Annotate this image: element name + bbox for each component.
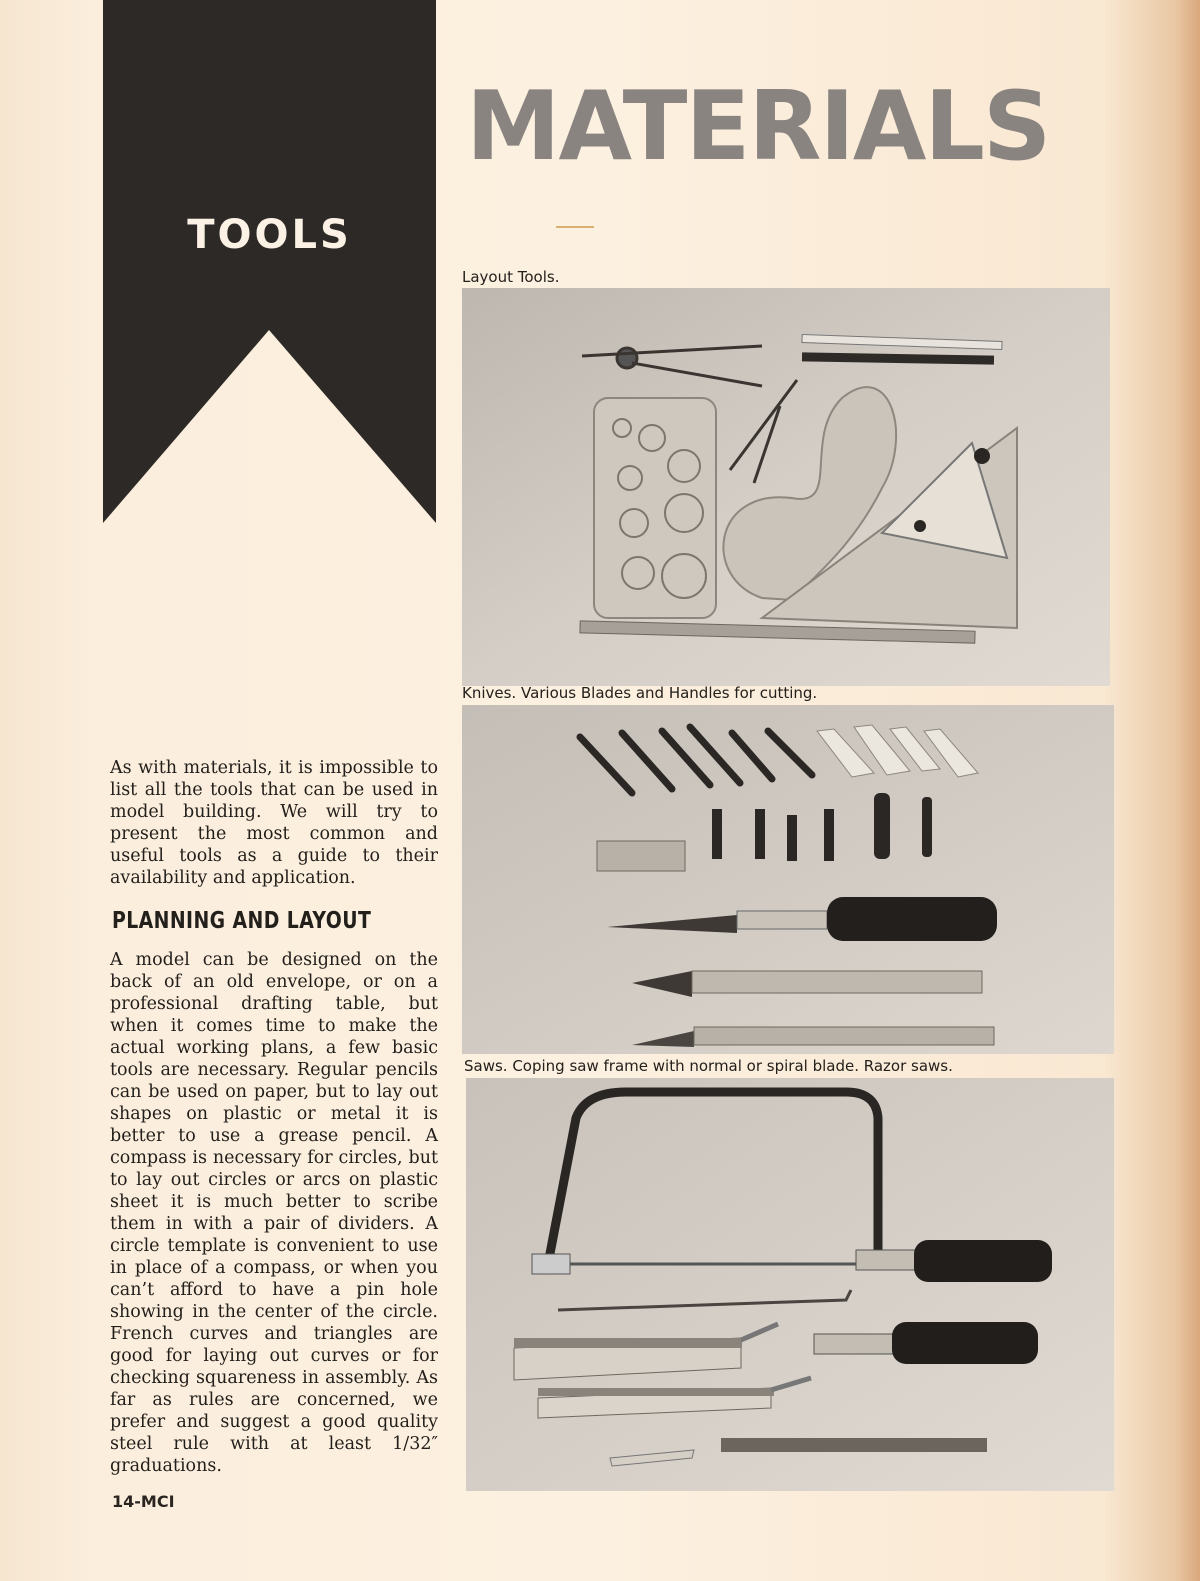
section-heading: PLANNING AND LAYOUT	[112, 908, 372, 934]
page-number: 14-MCI	[112, 1492, 175, 1511]
knife-medium-icon	[632, 971, 982, 997]
photo-layout-tools	[462, 288, 1110, 686]
caption-saws: Saws. Coping saw frame with normal or spiral blade. Razor saws.	[464, 1057, 953, 1075]
razor-blade-icon	[597, 841, 685, 871]
page-title: MATERIALS	[466, 72, 1050, 182]
decorative-dash	[556, 226, 594, 228]
banner-shape	[103, 0, 436, 523]
caption-layout-tools: Layout Tools.	[462, 268, 560, 286]
banner-title: TOOLS	[187, 212, 352, 258]
section-banner	[103, 0, 436, 523]
circle-template-icon	[594, 398, 716, 618]
caption-knives: Knives. Various Blades and Handles for cutting.	[462, 684, 818, 702]
photo-saws	[466, 1078, 1114, 1491]
intro-paragraph: As with materials, it is impossible to list all the tools that can be used in model building. We will try to present the most common and useful tools as a guide to their availability and application.	[110, 758, 438, 888]
blade-handle-icon	[721, 1438, 987, 1452]
body-paragraph: A model can be designed on the back of an old envelope, or on a professional drafting table, but when it comes time to make the actual working plans, a few basic tools are necessary. Regular pencils can be used on paper, but to lay out shapes on plastic or metal it is better to use a grease pencil. A compass is necessary for circles, but to lay out circles or arcs on plastic sheet it is much better to scribe them in with a pair of dividers. A circle template is convenient to use in place of a compass, or when you can’t afford to have a pin hole showing in the center of the circle. French curves and triangles are good for laying out curves or for checking squareness in assembly. As far as rules are concerned, we prefer and suggest a good quality steel rule with at least 1/32″ graduations.	[110, 950, 438, 1476]
photo-knives	[462, 705, 1114, 1054]
